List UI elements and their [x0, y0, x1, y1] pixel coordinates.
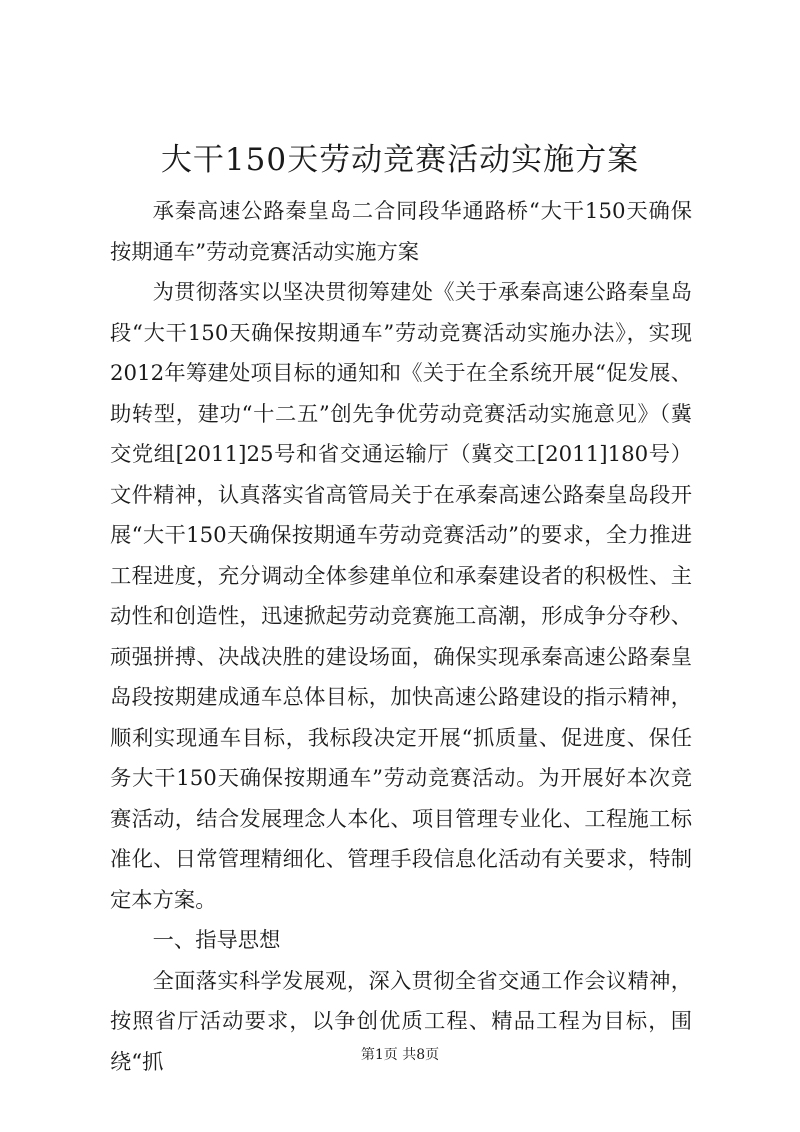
paragraph-subtitle: 承秦高速公路秦皇岛二合同段华通路桥“大干150天确保按期通车”劳动竞赛活动实施方案	[110, 199, 692, 265]
section-heading-guiding-ideology: 一、指导思想	[152, 928, 281, 953]
document-body	[110, 192, 692, 1083]
document-title: 大干150天劳动竞赛活动实施方案	[160, 142, 640, 178]
page-footer: 第1页 共8页	[360, 1047, 440, 1063]
paragraph-guiding-ideology: 全面落实科学发展观，深入贯彻全省交通工作会议精神，按照省厅活动要求，以争创优质工程、精品工程为目标，围绕“抓	[110, 968, 692, 1075]
paragraph-purpose: 为贯彻落实以坚决贯彻筹建处《关于承秦高速公路秦皇岛段“大干150天确保按期通车”劳动竞赛活动实施办法》，实现2012年筹建处项目标的通知和《关于在全系统开展“促发展、助转型，建功“十二五”创先争优劳动竞赛活动实施意见》（冀交党组[2011]25号和省交通运输厅（冀交工[2011]180号）文件精神，认真落实省高管局关于在承秦高速公路秦皇岛段开展“大干150天确保按期通车劳动竞赛活动”的要求，全力推进工程进度，充分调动全体参建单位和承秦建设者的积极性、主动性和创造性，迅速掀起劳动竞赛施工高潮，形成争分夺秒、顽强拼搏、决战决胜的建设场面，确保实现承秦高速公路秦皇岛段按期建成通车总体目标，加快高速公路建设的指示精神，顺利实现通车目标，我标段决定开展“抓质量、促进度、保任务大干150天确保按期通车”劳动竞赛活动。为开展好本次竞赛活动，结合发展理念人本化、项目管理专业化、工程施工标准化、日常管理精细化、管理手段信息化活动有关要求，特制定本方案。	[110, 280, 692, 913]
